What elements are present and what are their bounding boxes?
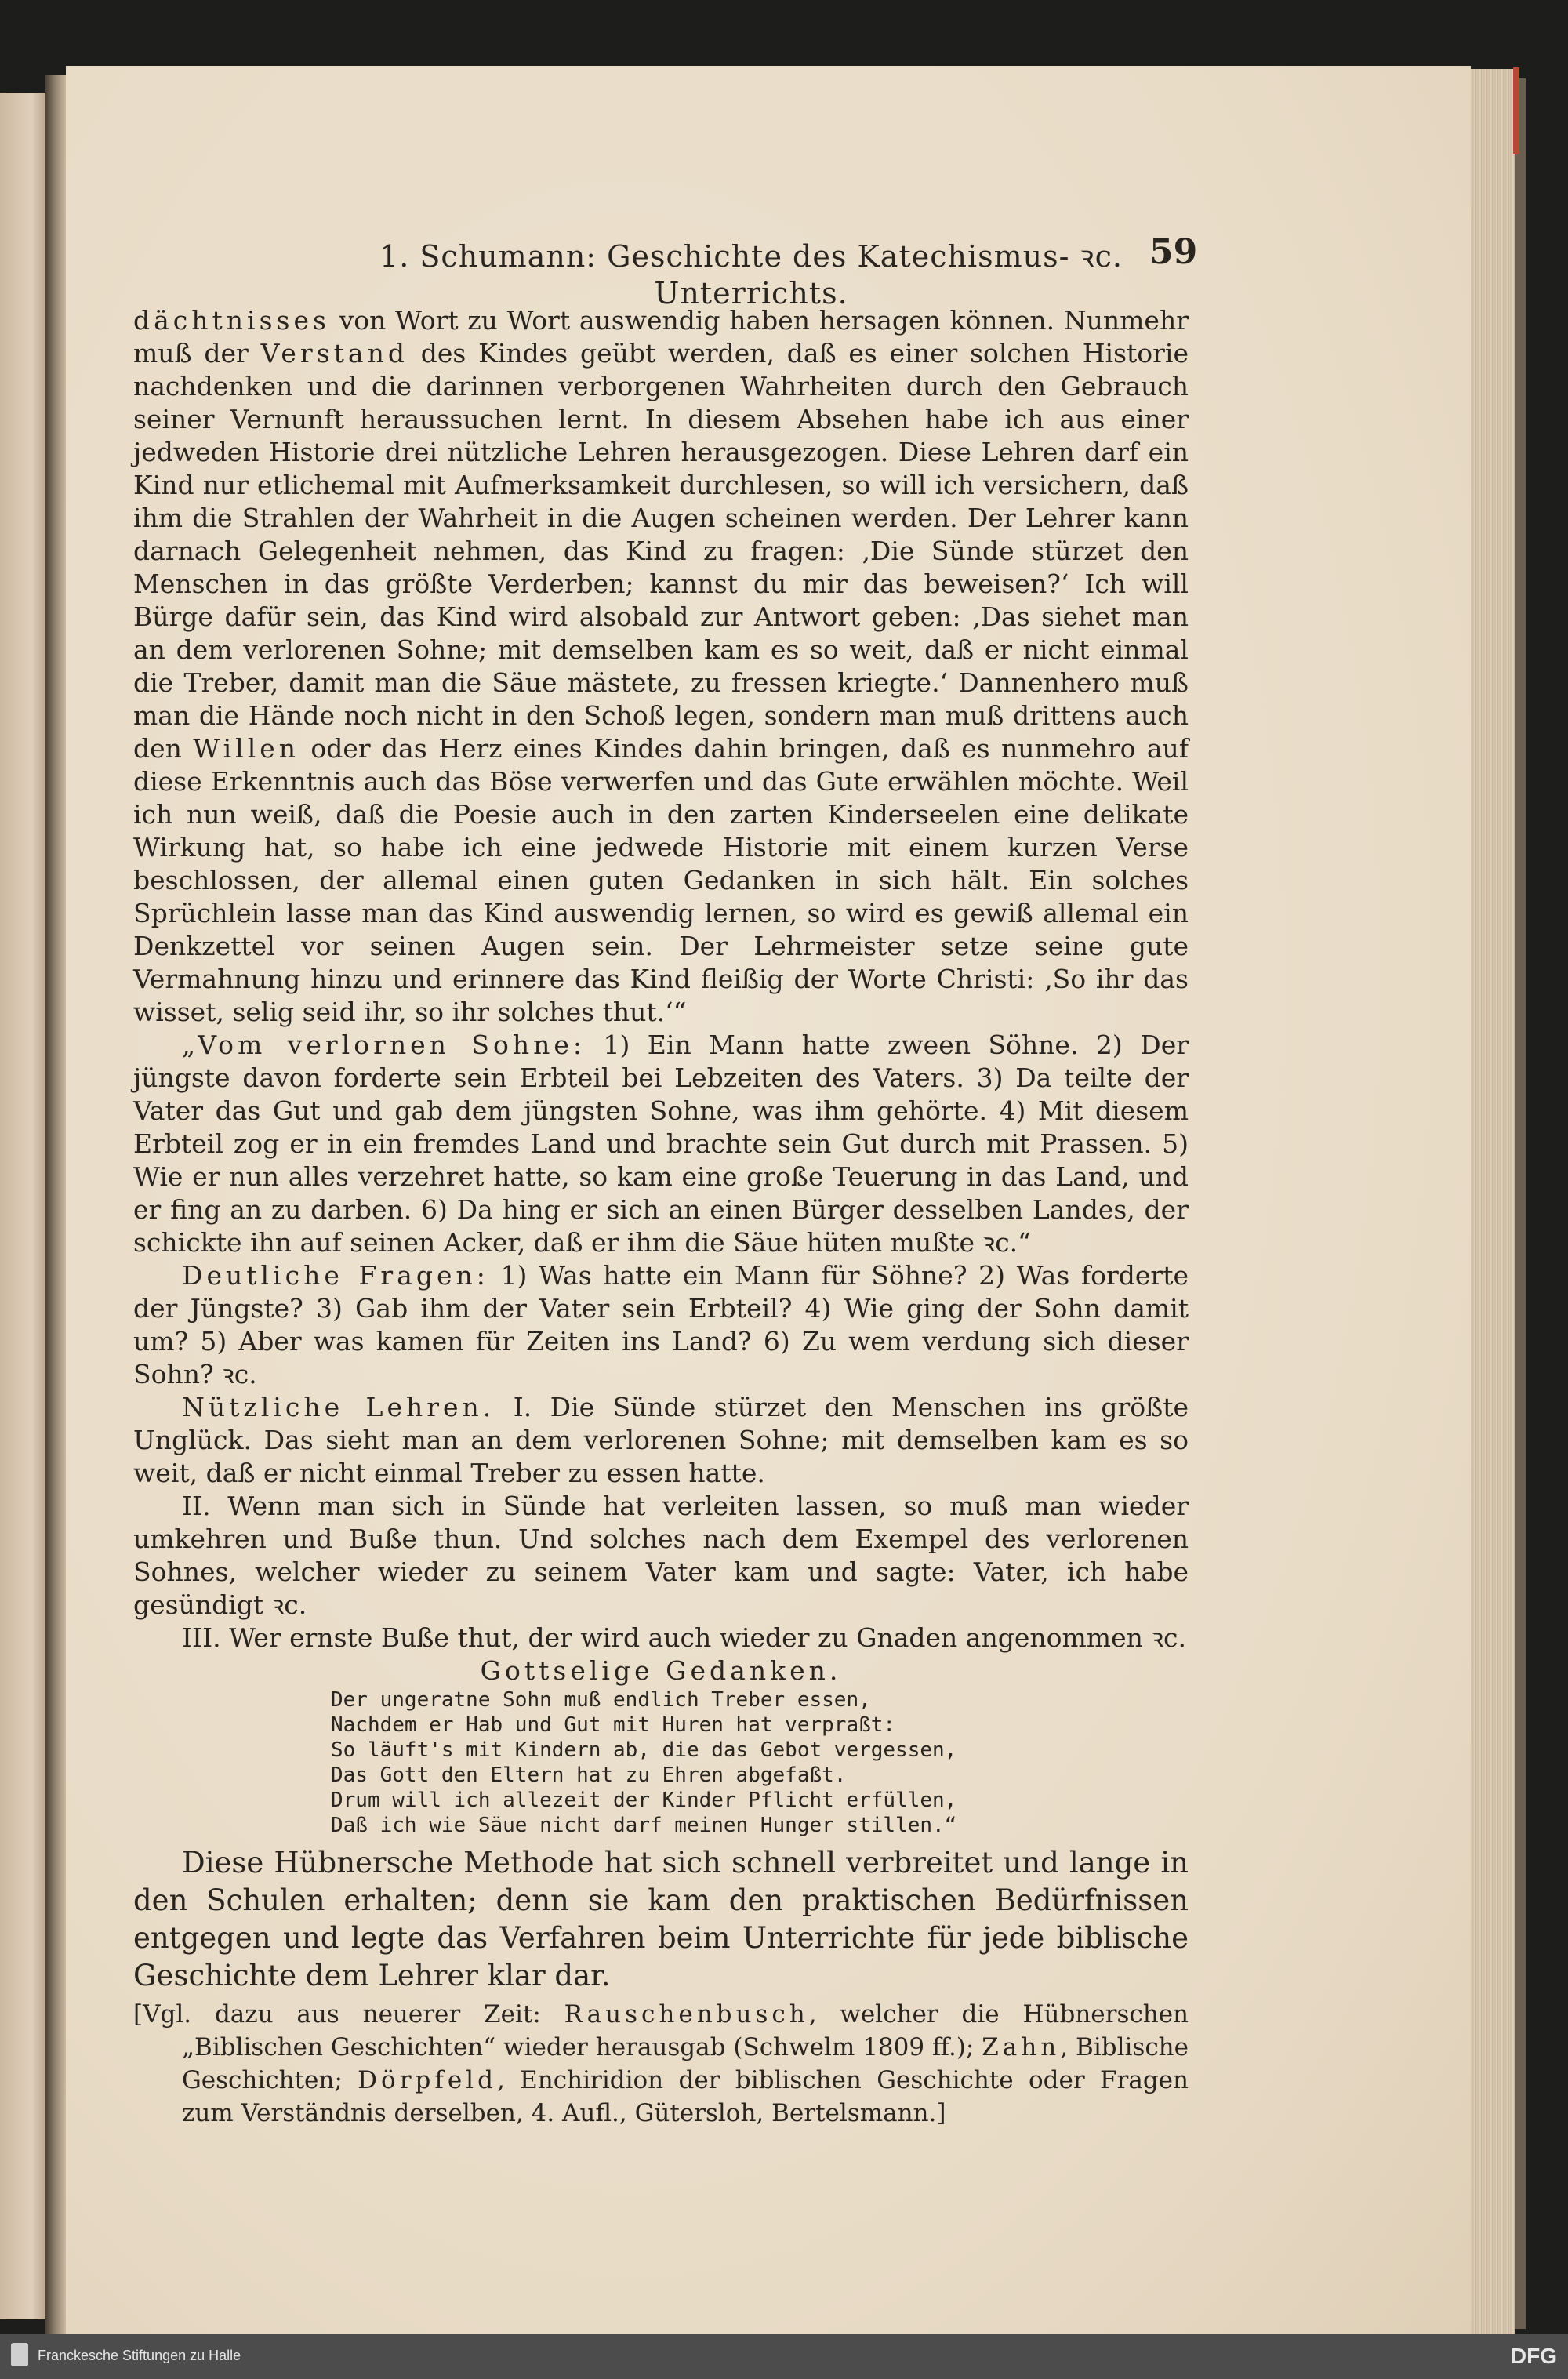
poem [331,1687,1189,1838]
text-run: von Wort zu Wort auswendig haben hersagen können. Nunmehr muß der [133,305,1189,369]
spaced-heading: Nützliche Lehren. [182,1392,495,1422]
text-run: 1) Was hatte ein Mann für Söhne? 2) Was forderte der Jüngste? 3) Gab ihm der Vater sein Erbteil? 4) Wie ging der Sohn damit um? 5) Aber was kamen für Zeiten ins Land? 6) Zu wem verdung sich dieser Sohn? ꝛc. [133,1260,1189,1389]
bookmark-strip [1513,67,1519,154]
page-stack-edges [1471,69,1515,2343]
author-name: Dörpfeld [358,2066,497,2094]
poem-line: Daß ich wie Säue nicht darf meinen Hunger stillen.“ [331,1814,957,1837]
spaced-heading: „Vom verlornen Sohne: [182,1030,586,1060]
dfg-logo: DFG [1510,2344,1557,2368]
spaced-word: Verstand [260,338,408,369]
spaced-word: dächtnisses [133,305,330,336]
left-page-edge [0,93,45,2319]
institution-logo-icon [11,2343,28,2366]
institution-name: Franckesche Stiftungen zu Halle [38,2348,241,2363]
paragraph-method: Diese Hübnersche Methode hat sich schnell verbreitet und lange in den Schulen erhalten; denn sie kam den praktischen Bedürfnissen entgegen und legte das Verfahren beim Unterrichte für jede biblische Geschichte dem Lehrer klar dar. [133,1846,1189,1992]
paragraph-lesson-3: III. Wer ernste Buße thut, der wird auch wieder zu Gnaden angenommen ꝛc. [182,1622,1186,1653]
paragraph-questions [133,1259,1189,1391]
page-number: 59 [1149,232,1198,272]
text-run: [Vgl. dazu aus neuerer Zeit: [133,2000,564,2029]
author-name: Zahn [982,2033,1061,2061]
book-gutter [45,75,66,2334]
poem-line: Nachdem er Hab und Gut mit Huren hat verpraßt: [331,1713,896,1737]
page-stack-shadow [1515,78,1526,2329]
poem-line: Das Gott den Eltern hat zu Ehren abgefaßt. [331,1763,847,1787]
spaced-heading: Deutliche Fragen: [182,1260,489,1291]
author-name: Rauschenbusch [564,2000,809,2029]
text-run: I. Die Sünde stürzet den Menschen ins größte Unglück. Das sieht man an dem verlorenen Sohne; mit demselben kam es so weit, daß er nicht einmal Treber zu essen hatte. [133,1392,1189,1488]
page-body [133,304,1189,2130]
paragraph-story [133,1029,1189,1259]
paragraph-1 [133,304,1189,1029]
text-run: 1) Ein Mann hatte zween Söhne. 2) Der jüngste davon forderte sein Erbteil bei Lebzeiten des Vaters. 3) Da teilte der Vater das Gut und gab dem jüngsten Sohne, was ihm gehörte. 4) Mit diesem Erbteil zog er in ein fremdes Land und brachte sein Gut durch mit Prassen. 5) Wie er nun alles verzehret hatte, so kam eine große Teuerung in das Land, und er fing an zu darben. 6) Da hing er sich an einen Bürger desselben Landes, der schickte ihn auf seinen Acker, daß er ihm die Säue hüten mußte ꝛc.“ [133,1030,1189,1258]
poem-line: Drum will ich allezeit der Kinder Pflicht erfüllen, [331,1789,957,1812]
text-run: , welcher die Hübnerschen „Biblischen Geschichten“ wieder herausgab (Schwelm 1809 ff.); [182,2000,1189,2061]
poem-line: So läuft's mit Kindern ab, die das Gebot vergessen, [331,1738,957,1762]
viewer-footer [0,2334,1568,2379]
paragraph-lesson-2: II. Wenn man sich in Sünde hat verleiten lassen, so muß man wieder umkehren und Buße thun. Und solches nach dem Exempel des verlorenen Sohnes, welcher wieder zu seinem Vater kam und sagte: Vater, ich habe gesündigt ꝛc. [133,1491,1189,1620]
text-run: des Kindes geübt werden, daß es einer solchen Historie nachdenken und die darinnen verborgenen Wahrheiten durch den Gebrauch seiner Vernunft heraussuchen lernt. In diesem Absehen habe ich aus einer jedweden Historie drei nützliche Lehren herausgezogen. Diese Lehren darf ein Kind nur etlichemal mit Aufmerksamkeit durchlesen, so will ich versichern, daß ihm die Strahlen der Wahrheit in die Augen scheinen werden. Der Lehrer kann darnach Gelegenheit nehmen, das Kind zu fragen: ‚Die Sünde stürzet den Menschen in das größte Verderben; kannst du mir das beweisen?‘ Ich will Bürge dafür sein, das Kind wird alsobald zur Antwort geben: ‚Das siehet man an dem verlorenen Sohne; mit demselben kam es so weit, daß er nicht einmal die Treber, damit man die Säue mästete, zu fressen kriegte.‘ Dannenhero muß man die Hände noch nicht in den Schoß legen, sondern man muß drittens auch den [133,338,1189,764]
text-run: , Biblische Geschichten; [182,2033,1189,2094]
paragraph-references [133,1998,1189,2130]
running-title: 1. Schumann: Geschichte des Katechismus- ꝛc. Unterrichts. [379,239,1123,311]
text-run: , Enchiridion der biblischen Geschichte oder Fragen zum Verständnis derselben, 4. Aufl., Gütersloh, Bertelsmann.] [182,2066,1189,2127]
spaced-word: Willen [193,733,300,764]
poem-line: Der ungeratne Sohn muß endlich Treber essen, [331,1688,871,1712]
paragraph-lessons [133,1391,1189,1490]
poem-title: Gottselige Gedanken. [480,1655,842,1686]
text-run: oder das Herz eines Kindes dahin bringen, daß es nunmehro auf diese Erkenntnis auch das Böse verwerfen und das Gute erwählen möchte. Weil ich nun weiß, daß die Poesie auch in den zarten Kinderseelen eine delikate Wirkung hat, so habe ich eine jedwede Historie mit einem kurzen Verse beschlossen, der allemal einen guten Gedanken in sich hält. Ein solches Sprüchlein lasse man das Kind auswendig lernen, so wird es gewiß allemal ein Denkzettel vor seinen Augen sein. Der Lehrmeister setze seine gute Vermahnung hinzu und erinnere das Kind fleißig der Worte Christi: ‚So ihr das wisset, selig seid ihr, so ihr solches thut.‘“ [133,733,1189,1027]
